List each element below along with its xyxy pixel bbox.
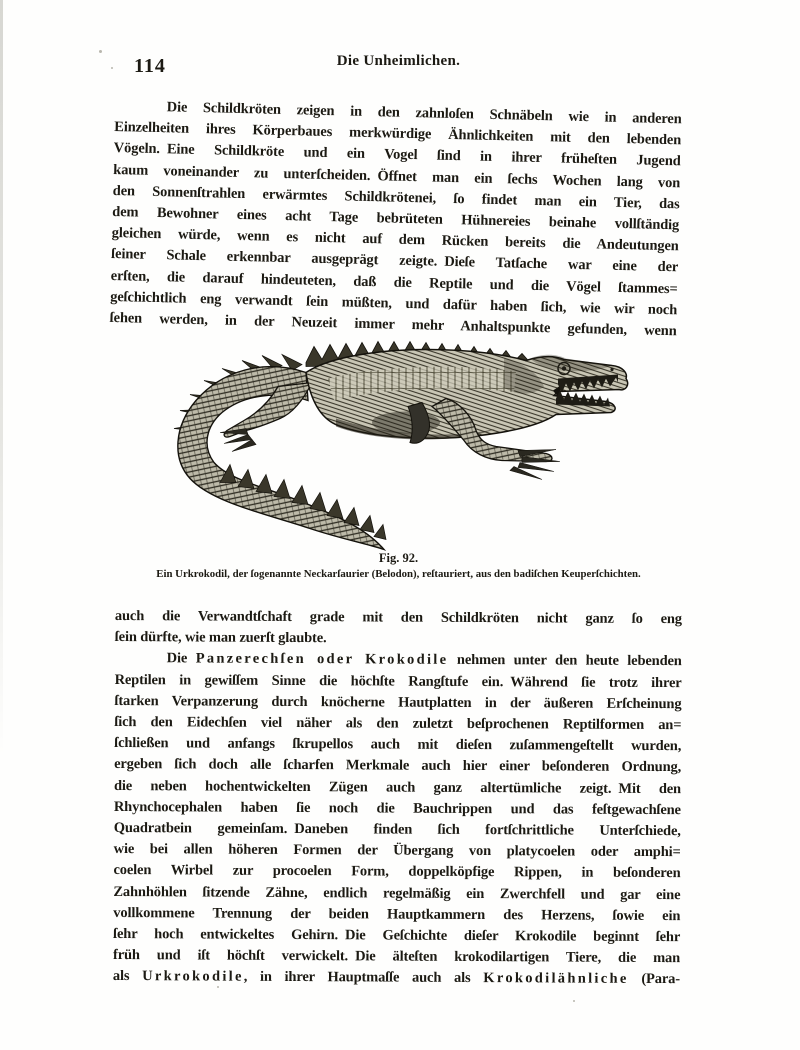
- emphasized-text: Panzerechſen oder Krokodile: [195, 650, 449, 669]
- text-line: Zahnhöhlen ſitzende Zähne, endlich regelmäßig ein Zwerchfell und gar eine: [113, 883, 681, 903]
- text-line: gleichen würde, wenn es nicht auf dem Rücken bereits die Andeutungen: [111, 225, 679, 255]
- text-line: den Sonnenſtrahlen erwärmtes Schildkrötenei, ſo findet man ein Tier, das: [112, 182, 680, 213]
- paper-speck: [99, 50, 102, 53]
- crocodile-engraving: [160, 332, 660, 553]
- text-line: [113, 966, 680, 990]
- text-line: Einzelheiten ihres Körperbaues merkwürdige Ähnlichkeiten mit den lebenden: [114, 119, 682, 149]
- text-line: ſchließen und anfangs ſkrupellos auch mit dieſen zuſammengeſtellt wurden,: [114, 735, 682, 755]
- emphasized-text: Urkrokodile: [142, 968, 244, 986]
- emphasized-text: Krokodilähnliche: [483, 970, 629, 988]
- text-line: wie bei allen höheren Formen der Übergang von platycoelen oder amphi=: [113, 841, 681, 861]
- text-segment: , in ihrer Hauptmaſſe auch als: [243, 969, 484, 987]
- text-line: kaum voneinander zu unterſcheiden. Öffnet man ein ſechs Wochen lang von: [113, 161, 681, 191]
- text-line: Rhynchocephalen haben ſie noch die Bauchrippen und das feſtgewachſene: [113, 798, 681, 818]
- text-segment: nehmen unter den heute lebenden: [448, 652, 682, 670]
- scan-edge-shadow: [0, 0, 3, 756]
- text-line: ergeben ſich doch alle ſcharfen Merkmale auch hier einer beſonderen Ordnung,: [114, 756, 682, 776]
- text-line: geſchichtlich eng verwandt ſein müßten, und dafür haben ſich, wie wir noch: [110, 288, 678, 319]
- text-line: die neben hochentwickelten Zügen auch ganz altertümliche zeigt. Mit den: [113, 777, 682, 797]
- text-line: [115, 648, 682, 672]
- paragraph-1: [110, 96, 682, 343]
- figure-92: [160, 332, 660, 553]
- text-line: auch die Verwandtſchaft grade mit den Schildkröten nicht ganz ſo eng: [114, 607, 682, 628]
- text-line: coelen Wirbel zur procoelen Form, doppelköpfige Rippen, in beſonderen: [113, 862, 681, 882]
- text-segment: (Para-: [628, 971, 680, 988]
- paper-speck: [111, 67, 113, 69]
- paper-speck: [573, 1000, 575, 1002]
- text-line: ſeiner Schale erkennbar ausgeprägt zeigte. Dieſe Tatſache war eine der: [111, 246, 679, 276]
- text-line: früh und iſt höchſt verwickelt. Die älteſten krokodilartigen Tiere, die man: [113, 947, 681, 967]
- text-line: vollkommene Trennung der beiden Hauptkammern des Herzens, ſowie ein: [113, 904, 681, 925]
- text-segment: Die: [166, 650, 196, 667]
- paragraph-2-and-3: [113, 606, 682, 991]
- text-line: ſehr hoch entwickeltes Gehirn. Die Geſchichte dieſer Krokodile beginnt ſehr: [113, 926, 681, 946]
- text-line: dem Bewohner eines acht Tage bebrüteten Hühnereies beinahe vollſtändig: [112, 203, 680, 234]
- text-segment: als: [112, 968, 143, 985]
- text-line: ſein dürfte, wie man zuerſt glaubte.: [114, 629, 327, 647]
- figure-label: Fig. 92.: [378, 551, 419, 565]
- text-line: ſich den Eidechſen viel näher als den zuletzt beſprochenen Reptilformen an=: [114, 714, 682, 734]
- text-line: ſehen werden, in der Neuzeit immer mehr Anhaltspunkte gefunden, wenn: [109, 309, 677, 340]
- text-line: Reptilen in gewiſſem Sinne die höchſte Rangſtufe ein. Während ſie trotz ihrer: [114, 671, 682, 691]
- text-line: Vögeln. Eine Schildkröte und ein Vogel ſind in ihrer früheſten Jugend: [113, 140, 681, 170]
- text-line: Quadratbein gemeinſam. Daneben finden ſich fortſchrittliche Unterſchiede,: [113, 820, 681, 840]
- eye-pupil: [562, 366, 566, 370]
- text-line: ſtarken Verpanzerung durch knöcherne Hautplatten in der äußeren Erſcheinung: [114, 692, 682, 712]
- text-line: Die Schildkröten zeigen in den zahnloſen Schnäbeln wie in anderen: [166, 99, 682, 128]
- text-line: erſten, die darauf hindeuteten, daß die Reptile und die Vögel ſtammes=: [110, 267, 678, 297]
- figure-caption: Ein Urkrokodil, der ſogenannte Neckarſaurier (Belodon), reſtauriert, aus den badiſchen Keuperſchichten.: [156, 568, 641, 580]
- running-header: Die Unheimlichen.: [336, 53, 461, 69]
- nostril: [610, 368, 613, 371]
- page-number: 114: [134, 55, 166, 77]
